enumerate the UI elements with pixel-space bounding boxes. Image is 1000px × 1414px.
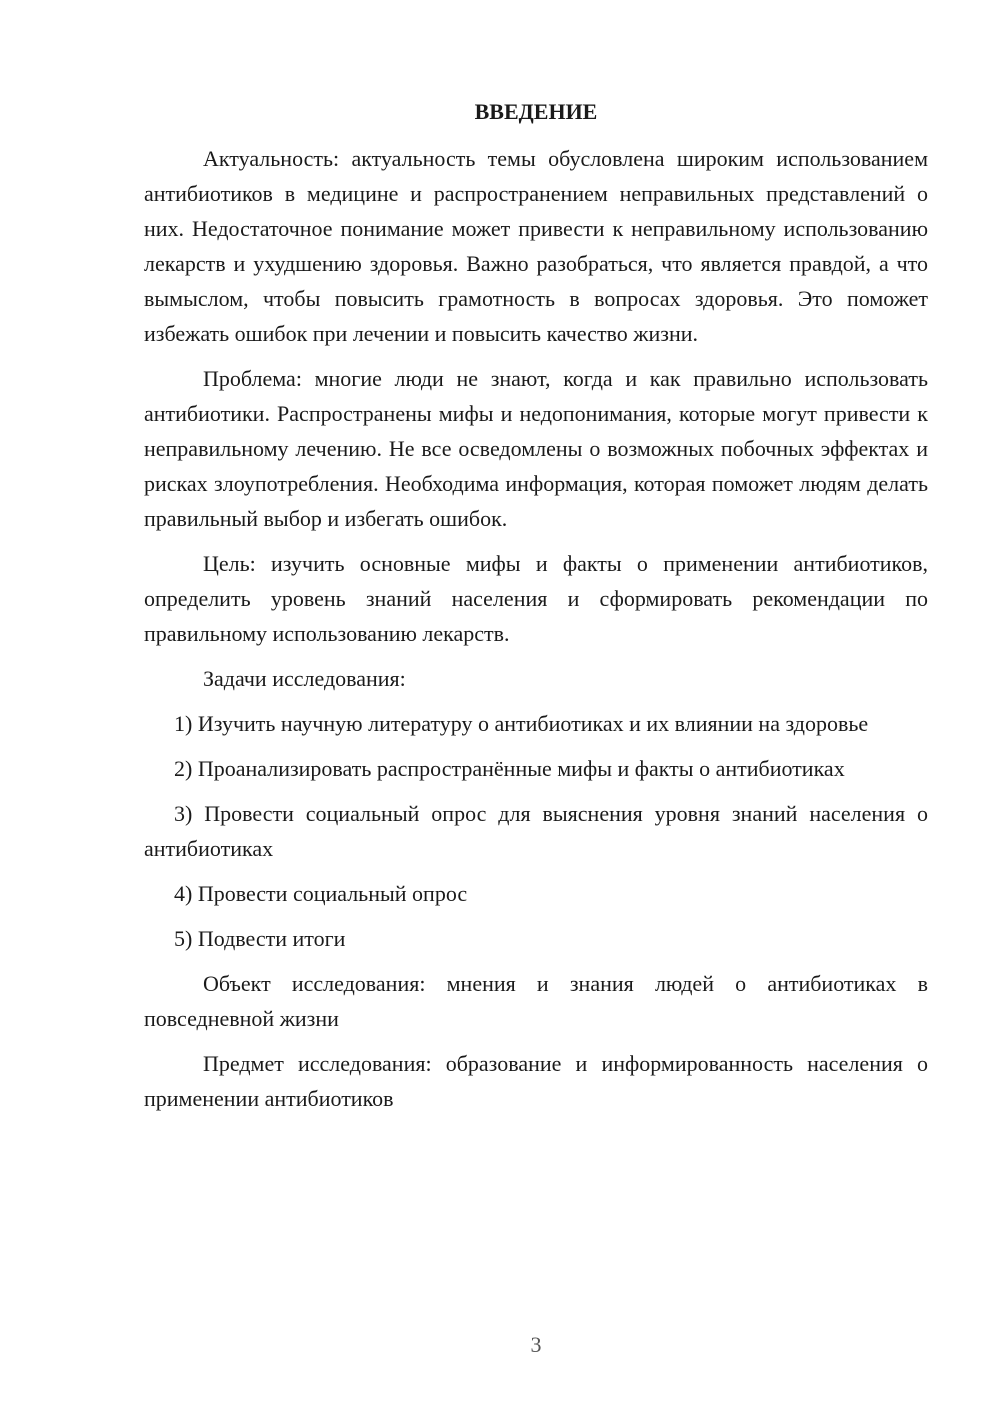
task-item-3: 3) Провести социальный опрос для выяснения уровня знаний населения о антибиотиках <box>144 801 928 861</box>
relevance-paragraph: Актуальность: актуальность темы обусловлена широким использованием антибиотиков в медицине и распространением неправильных представлений о них. Недостаточное понимание может привести к неправильному использованию лекарств и ухудшению здоровья. Важно разобраться, что является правдой, а что вымыслом, чтобы повысить грамотность в вопросах здоровья. Это поможет избежать ошибок при лечении и повысить качество жизни. <box>144 146 928 346</box>
page-content <box>144 94 928 1126</box>
page-number: 3 <box>530 1332 542 1357</box>
subject-paragraph: Предмет исследования: образование и информированность населения о применении антибиотиков <box>144 1051 928 1111</box>
task-item-2: 2) Проанализировать распространённые мифы и факты о антибиотиках <box>174 756 845 781</box>
task-item-1: 1) Изучить научную литературу о антибиотиках и их влиянии на здоровье <box>174 711 869 736</box>
goal-paragraph: Цель: изучить основные мифы и факты о применении антибиотиков, определить уровень знаний населения и сформировать рекомендации по правильному использованию лекарств. <box>144 551 928 646</box>
task-item-4: 4) Провести социальный опрос <box>174 881 468 906</box>
task-item-5: 5) Подвести итоги <box>174 926 346 951</box>
object-paragraph: Объект исследования: мнения и знания людей о антибиотиках в повседневной жизни <box>144 971 928 1031</box>
tasks-label: Задачи исследования: <box>203 666 406 691</box>
page-title: ВВЕДЕНИЕ <box>474 99 598 124</box>
problem-paragraph: Проблема: многие люди не знают, когда и как правильно использовать антибиотики. Распространены мифы и недопонимания, которые могут привести к неправильному лечению. Не все осведомлены о возможных побочных эффектах и рисках злоупотребления. Необходима информация, которая поможет людям делать правильный выбор и избегать ошибок. <box>144 366 928 531</box>
